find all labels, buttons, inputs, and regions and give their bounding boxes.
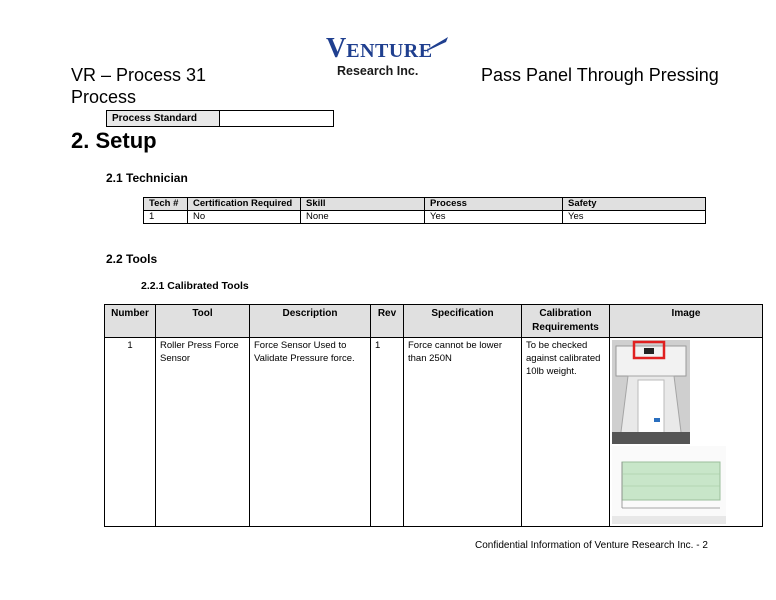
table-cell: 1 bbox=[371, 338, 404, 527]
table-header-cell: Specification bbox=[404, 305, 522, 338]
table-row bbox=[105, 338, 763, 527]
table-cell: Yes bbox=[563, 211, 706, 224]
logo-subtitle: Research Inc. bbox=[337, 64, 419, 78]
table-cell: Force cannot be lower than 250N bbox=[404, 338, 522, 527]
table-cell: Force Sensor Used to Validate Pressure force. bbox=[250, 338, 371, 527]
technician-heading: 2.1 Technician bbox=[106, 171, 188, 185]
table-header-cell: Certification Required bbox=[188, 198, 301, 211]
table-cell: None bbox=[301, 211, 425, 224]
logo-wordmark bbox=[326, 34, 433, 68]
logo-initial: V bbox=[326, 33, 347, 64]
table-header-cell: Rev bbox=[371, 305, 404, 338]
table-header-cell: Image bbox=[610, 305, 763, 338]
process-standard-value bbox=[220, 111, 333, 126]
table-header-cell: Number bbox=[105, 305, 156, 338]
technician-table-header-row bbox=[144, 198, 706, 211]
table-header-cell: Description bbox=[250, 305, 371, 338]
table-cell: Roller Press Force Sensor bbox=[156, 338, 250, 527]
document-header-left bbox=[71, 64, 206, 108]
tools-heading: 2.2 Tools bbox=[106, 252, 158, 266]
table-cell: To be checked against calibrated 10lb weight. bbox=[522, 338, 610, 527]
roller-press-illustration bbox=[612, 340, 690, 444]
table-row bbox=[144, 211, 706, 224]
force-graph-illustration bbox=[612, 446, 726, 524]
table-header-cell: Process bbox=[425, 198, 563, 211]
document-title: Pass Panel Through Pressing bbox=[481, 65, 719, 85]
calibrated-tools-table bbox=[104, 304, 763, 527]
table-header-cell: Skill bbox=[301, 198, 425, 211]
table-cell: Yes bbox=[425, 211, 563, 224]
logo-swoosh-icon bbox=[422, 36, 450, 54]
table-cell: No bbox=[188, 211, 301, 224]
table-header-cell: Tech # bbox=[144, 198, 188, 211]
process-id-text: VR – Process 31 bbox=[71, 65, 207, 85]
image-cell bbox=[610, 338, 763, 527]
table-cell: 1 bbox=[144, 211, 188, 224]
logo-word-rest: ENTURE bbox=[346, 40, 433, 62]
technician-table bbox=[143, 197, 706, 224]
table-cell: 1 bbox=[105, 338, 156, 527]
table-header-cell: Safety bbox=[563, 198, 706, 211]
section-title: 2. Setup bbox=[71, 128, 157, 153]
process-standard-label: Process Standard bbox=[107, 111, 220, 126]
venture-research-logo bbox=[326, 34, 452, 82]
process-label-text: Process bbox=[71, 87, 137, 107]
table-header-cell: Tool bbox=[156, 305, 250, 338]
roller-press-photo bbox=[612, 340, 690, 444]
force-graph-screenshot bbox=[612, 446, 726, 524]
table-header-cell: Calibration Requirements bbox=[522, 305, 610, 338]
process-standard-box bbox=[106, 110, 334, 127]
calibrated-tools-heading: 2.2.1 Calibrated Tools bbox=[141, 280, 249, 292]
page-footer: Confidential Information of Venture Research Inc. - 2 bbox=[475, 540, 708, 551]
tools-table-header-row bbox=[105, 305, 763, 338]
